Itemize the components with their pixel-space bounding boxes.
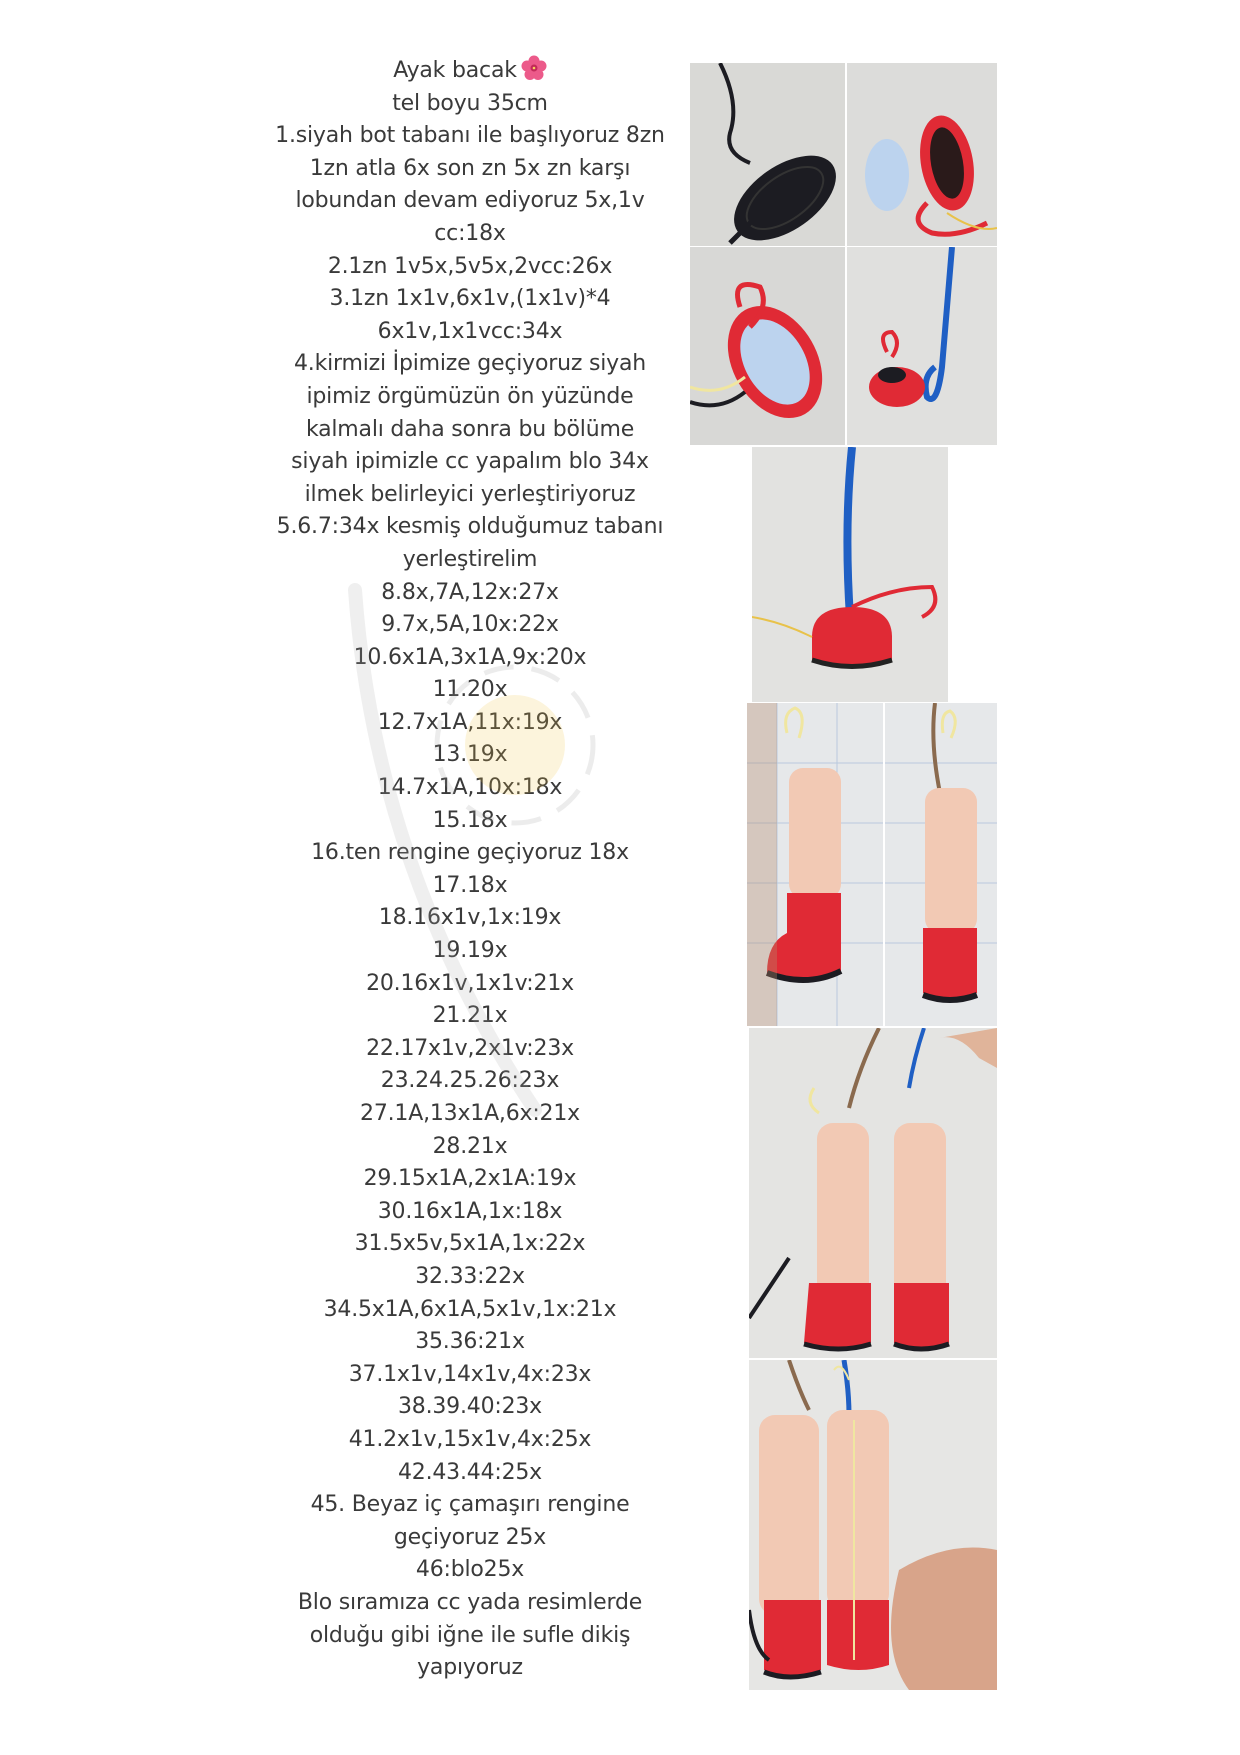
instruction-line: 13.19x xyxy=(432,742,508,768)
instruction-line: 5.6.7:34x kesmiş olduğumuz tabanı xyxy=(276,514,664,540)
instruction-line: 32.33:22x xyxy=(415,1263,525,1289)
instruction-line: 35.36:21x xyxy=(415,1329,525,1355)
instruction-line: 21.21x xyxy=(432,1003,508,1029)
instruction-line: 20.16x1v,1x1v:21x xyxy=(366,970,574,996)
instruction-line: yerleştirelim xyxy=(402,546,538,572)
page-title-row xyxy=(230,55,710,88)
photo-leg-with-boot-2 xyxy=(885,703,997,1026)
instruction-line: 1zn atla 6x son zn 5x zn karşı xyxy=(309,155,631,181)
photo-red-sole-with-insert xyxy=(847,63,997,246)
instruction-line: 11.20x xyxy=(432,677,508,703)
instruction-line: 4.kirmizi İpimize geçiyoruz siyah xyxy=(293,351,647,377)
instruction-line: 37.1x1v,14x1v,4x:23x xyxy=(348,1361,592,1387)
instruction-line: 38.39.40:23x xyxy=(398,1394,542,1420)
instruction-line: 31.5x5v,5x1A,1x:22x xyxy=(354,1231,586,1257)
instruction-line: 22.17x1v,2x1v:23x xyxy=(366,1035,574,1061)
instruction-line: 23.24.25.26:23x xyxy=(380,1068,560,1094)
pattern-text xyxy=(230,55,710,1685)
instruction-line: ipimiz örgümüzün ön yüzünde xyxy=(306,383,634,409)
instruction-line: 27.1A,13x1A,6x:21x xyxy=(360,1101,580,1126)
instruction-line: 41.2x1v,15x1v,4x:25x xyxy=(348,1426,592,1452)
instruction-line: yapıyoruz xyxy=(417,1655,523,1681)
instruction-line: 42.43.44:25x xyxy=(398,1459,542,1485)
photo-black-sole xyxy=(690,63,845,246)
instruction-line: 29.15x1A,2x1A:19x xyxy=(363,1166,577,1192)
instruction-line: 8.8x,7A,12x:27x xyxy=(381,579,559,605)
instruction-line: 18.16x1v,1x:19x xyxy=(378,905,562,931)
instruction-line: kalmalı daha sonra bu bölüme xyxy=(305,416,635,442)
photo-two-legs xyxy=(749,1028,997,1358)
instruction-line: 9.7x,5A,10x:22x xyxy=(381,612,559,638)
hibiscus-flower-icon xyxy=(521,55,547,81)
photo-small-boot-with-wire xyxy=(847,247,997,445)
instruction-line: cc:18x xyxy=(434,220,506,246)
instruction-line: 16.ten rengine geçiyoruz 18x xyxy=(311,840,629,866)
instruction-line: ilmek belirleyici yerleştiriyoruz xyxy=(304,481,636,507)
instruction-line: 15.18x xyxy=(432,807,508,833)
photo-two-legs-stitching xyxy=(749,1360,997,1690)
instruction-line: 12.7x1A,11x:19x xyxy=(377,709,563,735)
instruction-line: 3.1zn 1x1v,6x1v,(1x1v)*4 xyxy=(329,286,611,312)
instruction-line: geçiyoruz 25x xyxy=(393,1524,547,1550)
instruction-line: lobundan devam ediyoruz 5x,1v xyxy=(295,188,645,214)
instruction-line: 1.siyah bot tabanı ile başlıyoruz 8zn xyxy=(275,123,665,149)
instruction-line: 10.6x1A,3x1A,9x:20x xyxy=(353,644,587,670)
photo-red-sole-blue-insert xyxy=(690,247,845,445)
instruction-line: tel boyu 35cm xyxy=(392,90,548,116)
instruction-line: 34.5x1A,6x1A,5x1v,1x:21x xyxy=(323,1296,617,1322)
instruction-line: olduğu gibi iğne ile sufle dikiş xyxy=(309,1622,631,1648)
instruction-line: 45. Beyaz iç çamaşırı rengine xyxy=(310,1492,630,1518)
instruction-line: 46:blo25x xyxy=(415,1557,525,1583)
instruction-line: 28.21x xyxy=(432,1133,508,1159)
instruction-line: 19.19x xyxy=(432,938,508,964)
instruction-line: 14.7x1A,10x:18x xyxy=(377,775,563,801)
instruction-line: Blo sıramıza cc yada resimlerde xyxy=(297,1589,643,1615)
instruction-line: 2.1zn 1v5x,5v5x,2vcc:26x xyxy=(327,253,613,279)
instruction-line: siyah ipimizle cc yapalım blo 34x xyxy=(291,449,649,475)
instruction-line: 6x1v,1x1vcc:34x xyxy=(377,318,563,344)
instruction-line: 30.16x1A,1x:18x xyxy=(377,1198,563,1224)
page-title: Ayak bacak xyxy=(393,58,517,83)
instruction-lines xyxy=(230,88,710,1685)
photo-boot-with-wire-close xyxy=(752,447,948,702)
instruction-line: 17.18x xyxy=(432,872,508,898)
photo-leg-with-boot-1 xyxy=(747,703,883,1026)
